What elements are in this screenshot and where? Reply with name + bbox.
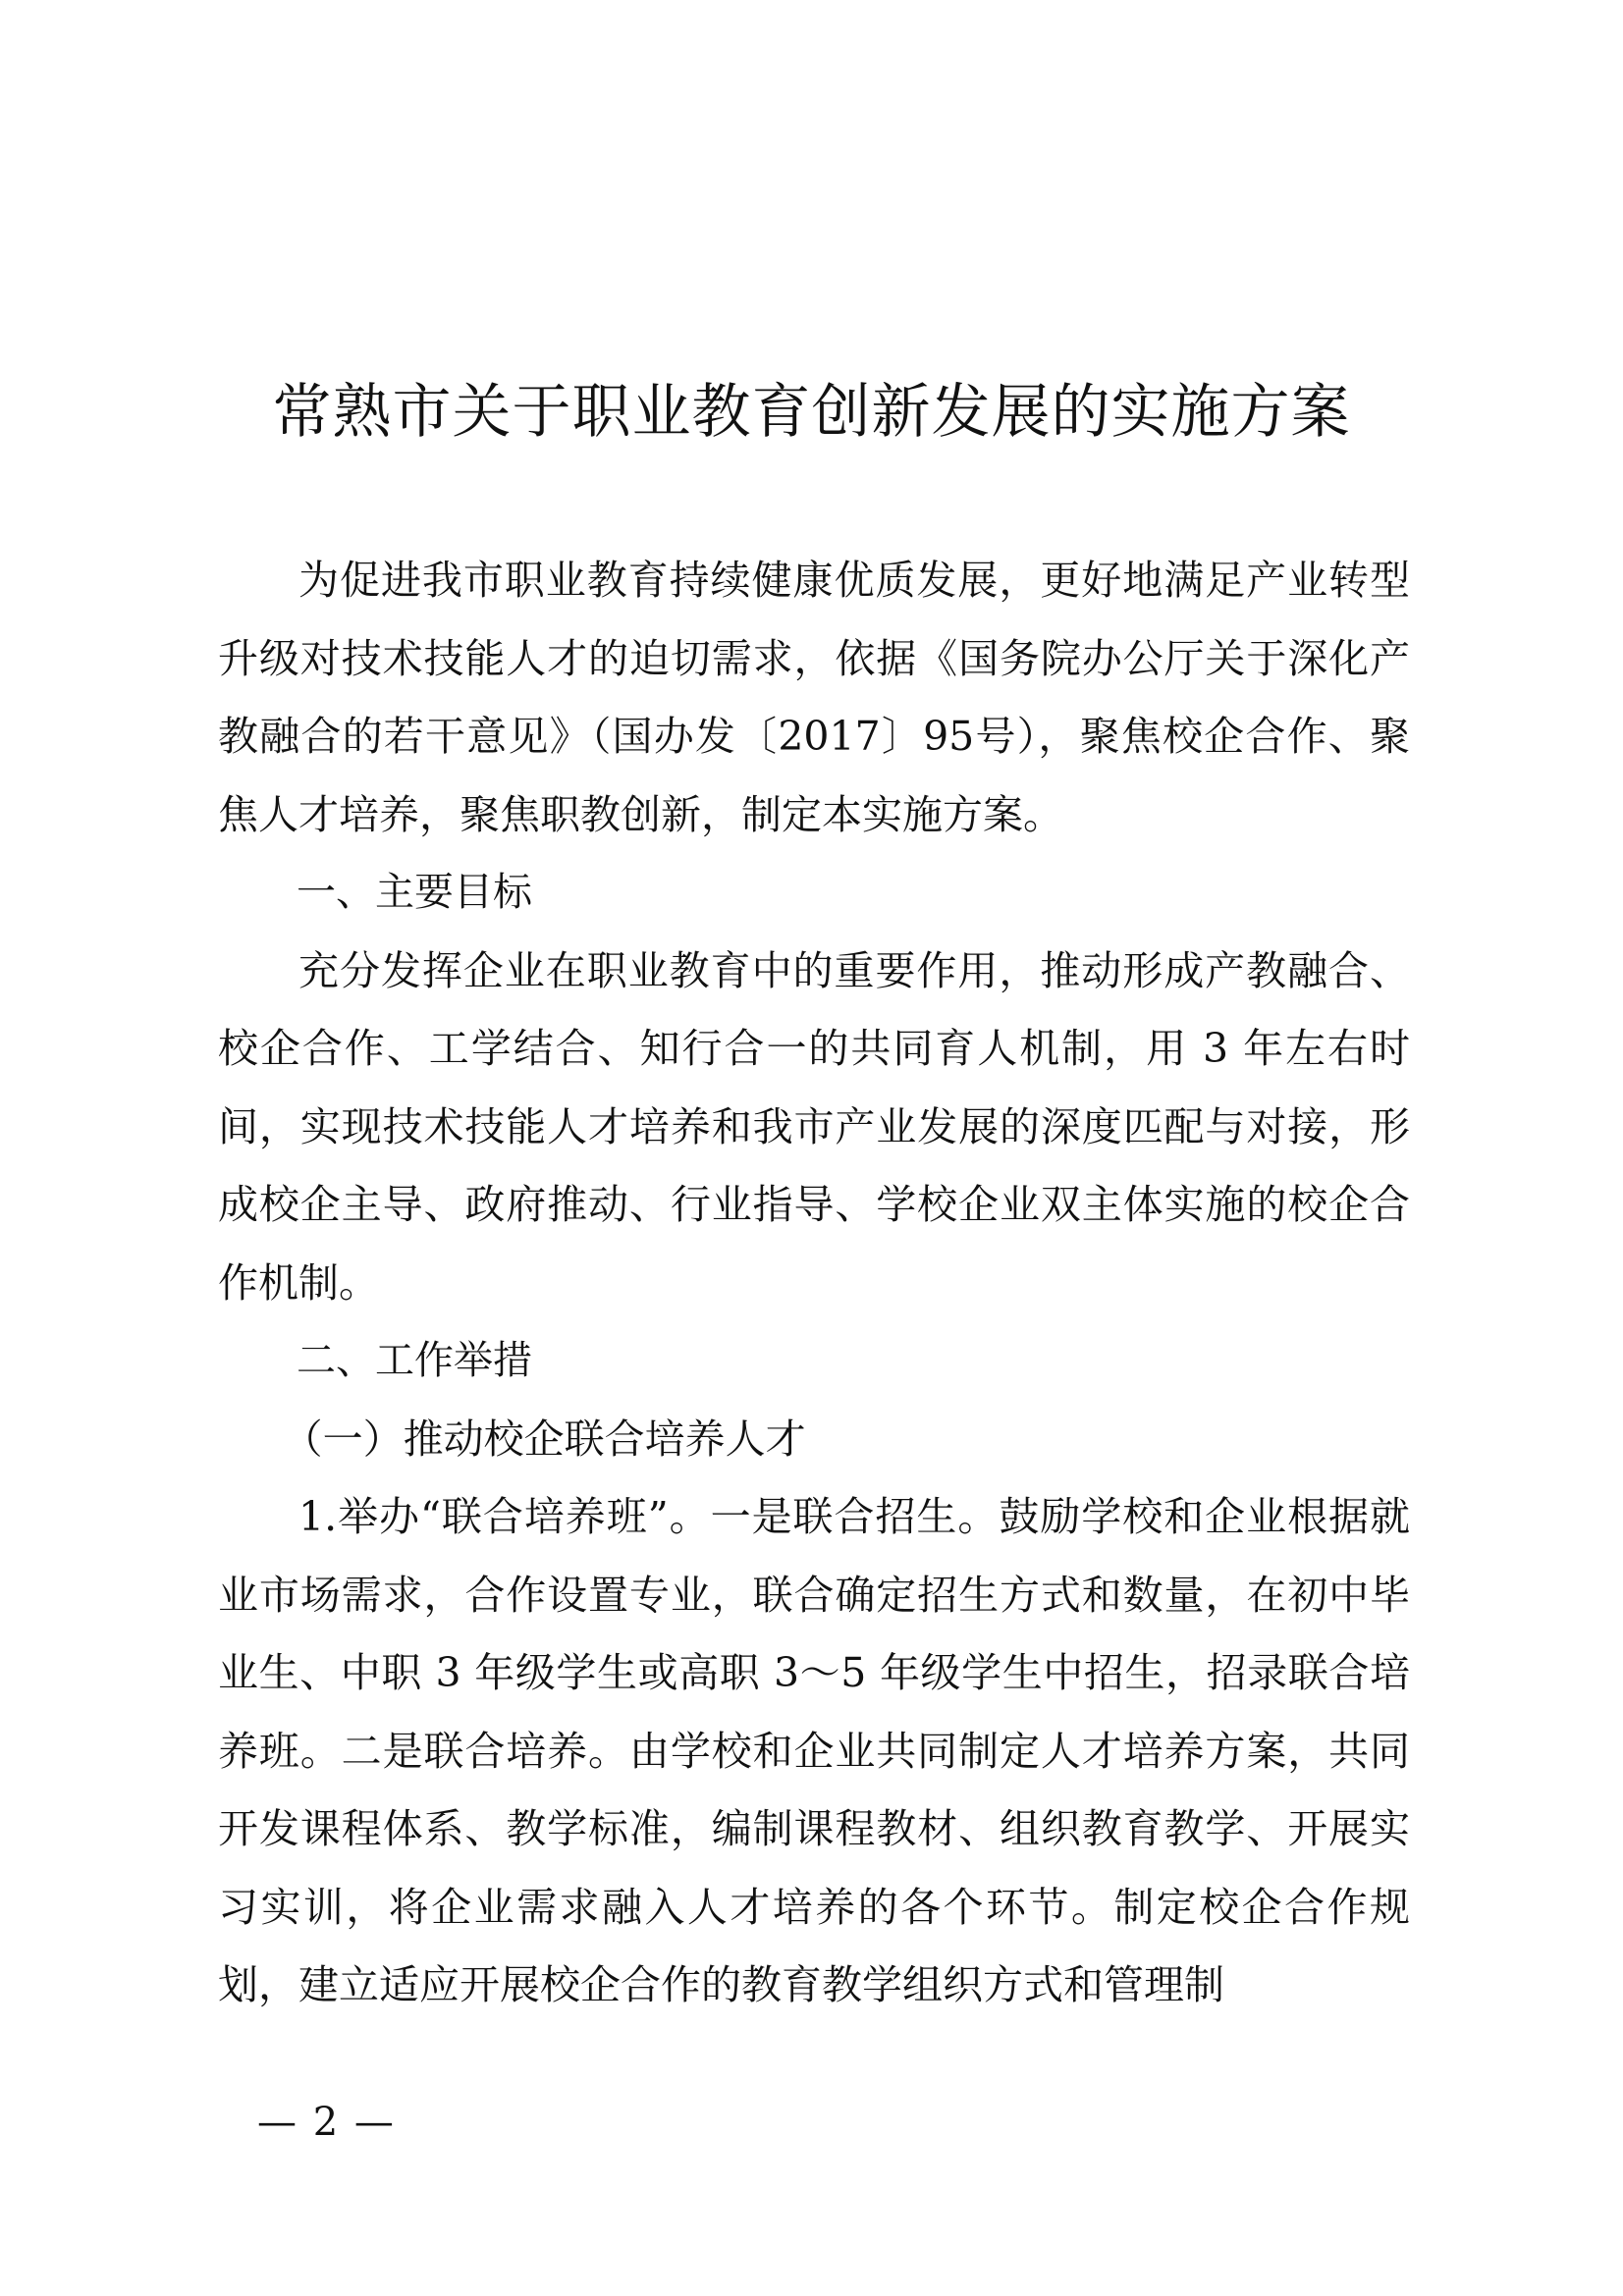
section-heading-main-goals: 一、主要目标	[297, 870, 532, 915]
subsection-heading-joint-training: （一）推动校企联合培养人才	[282, 1415, 806, 1463]
document-title: 常熟市关于职业教育创新发展的实施方案	[272, 378, 1351, 447]
main-goals-paragraph: 充分发挥企业在职业教育中的重要作用，推动形成产教融合、校企合作、工学结合、知行合一的共同育人机制，用 3 年左右时间，实现技术技能人才培养和我市产业发展的深度匹配与对接，形成校企主导、政府推动、行业指导、学校企业双主体实施的校企合作机制。	[218, 946, 1410, 1307]
page-number: — 2 —	[257, 2100, 396, 2145]
document-body	[218, 542, 1410, 2025]
intro-paragraph: 为促进我市职业教育持续健康优质发展，更好地满足产业转型升级对技术技能人才的迫切需求，依据《国务院办公厅关于深化产教融合的若干意见》（国办发〔2017〕95号），聚焦校企合作、聚焦人才培养，聚焦职教创新，制定本实施方案。	[218, 557, 1410, 838]
joint-training-class-paragraph: 1.举办“联合培养班”。一是联合招生。鼓励学校和企业根据就业市场需求，合作设置专业，联合确定招生方式和数量，在初中毕业生、中职 3 年级学生或高职 3～5 年级学生中招生，招录联合培养班。二是联合培养。由学校和企业共同制定人才培养方案，共同开发课程体系、教学标准，编制课程教材、组织教育教学、开展实习实训，将企业需求融入人才培养的各个环节。制定校企合作规划，建立适应开展校企合作的教育教学组织方式和管理制	[218, 1493, 1410, 2008]
section-heading-work-measures: 二、工作举措	[297, 1338, 532, 1383]
